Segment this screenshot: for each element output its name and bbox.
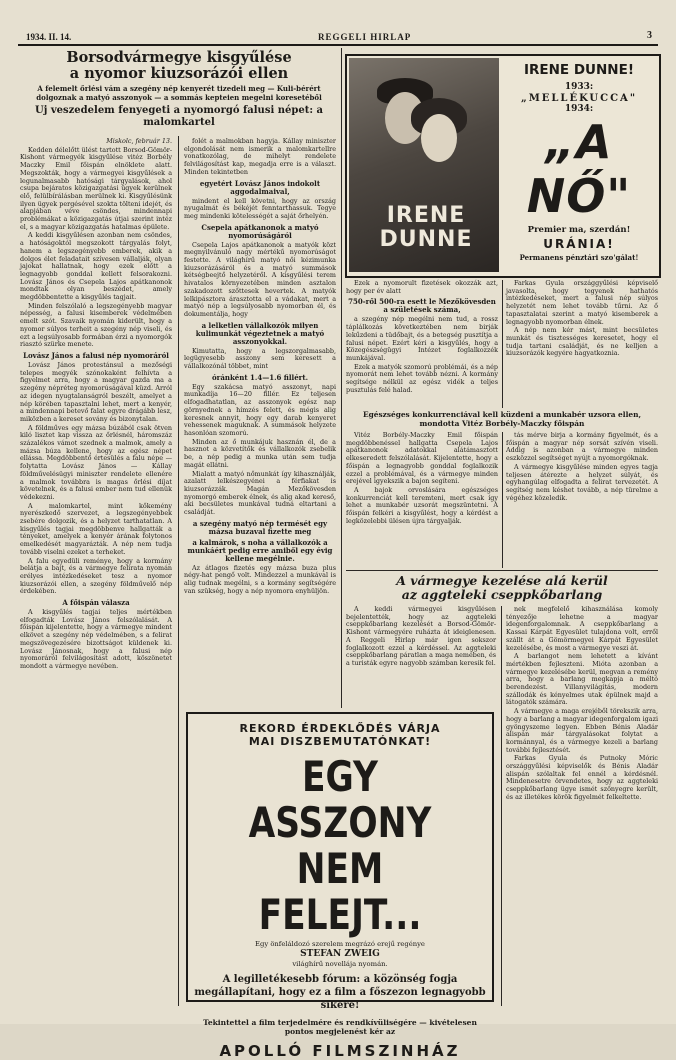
paragraph: Minden az ő munkájuk hasznán él, de a hasznot a közvetítők és vállalkozók zsebelik be, a nép pedig a munka után sem tudja magát ellátni. — [184, 437, 336, 469]
masthead-rule — [18, 44, 658, 46]
paragraph: Egy szakácsa matyó asszonyt, napi munkadíja 16—20 fillér. Ez teljesen elfogadhatatlan, az asszonyok egész nap görnyednek a hímzés felett, és mégis alig keresnek annyit, hogy egy darab kenyeret vehessenek maguknak. A summások helyzete hasonlóan szomorú. — [184, 382, 336, 437]
masthead — [18, 30, 658, 44]
column-divider — [501, 606, 502, 1006]
paragraph: folét a malmokban hagyja. Kállay miniszter elgondolását nem ismerik a malomkartellre vonatkozólag, de mihelyt rendelete felvilágosítást kap, megadja erre is a választ. Minden tekintetben — [184, 137, 336, 176]
paragraph: a szegény nép megélni nem tud, a rossz táplálkozás következtében nem birják lekűzdeni a tüdőbajt, és a betegség pusztítja a falusi népet. Ezért kéri a kisgyűlés, hogy a Közegészségügyi Intézet foglalkozzék munkájával. — [346, 315, 498, 362]
paragraph: Ezek a matyók szomorú problémái, és a nép nyomorát nem lehet tovább nézni. A kormány segítsége nélkül az egész vidék a teljes pusztulás felé halad. — [346, 362, 498, 394]
subheading: A főispán válasza — [62, 598, 130, 608]
paragraph: A falu egyedüli reménye, hogy a kormány belátja a bajt, és a vármegye felirata nyomán erélyes intézkedéseket tesz a nyomor kiuzsorázói ellen, a szegény földművelő nép érdekében. — [20, 556, 172, 596]
dateline: Miskolc, február 13. — [106, 137, 172, 145]
ad-cinema: URÁNIA! — [543, 237, 615, 251]
paragraph: Csepela Lajos apátkanonok a matyók közt megnyilvánuló nagy mértékű nyomorúságot festette. A világhírű matyó női kézimunka kiuzsorázásáról és a matyó summások kétségbeejtő helyzetéről. A kisgyűlési terem hivatalos környezetében minden asztalon szakadozott szőttesek hevertek. A matyók lelkipásztora árasztotta el a vádakat, mert a matyó nép a legsúlyosabb nyomorban él, és dokumentálja, hogy — [184, 240, 336, 318]
paragraph: Kedden délelőtt ülést tartott Borsod-Gömör-Kishont vármegyék kisgyűlése vitéz Borbély Maczky Emil főispán elnöklete alatt. Megszokták, hogy a vármegyei kisgyűlések a legunalmasabb hatósági tárgyalások, ahol csupa bejáratos közigazgatási ügyek kerülnek elő, felülbírálásban merülnek ki. Kisgyűlésünk ilyen ügyek pergésével szokta tölteni idejét, és alapjában véve csöndes, mindennapi problémákat a közigazgatás útjai szerint intéz el, s a magyar közigazgatás hatalmas épülete. — [20, 145, 172, 231]
paragraph: Ezek a nyomorult fizetések okozzák azt, hogy per év alatt — [346, 279, 498, 295]
paragraph: Minden felszólaló a legszegényebb magyar népesség, a falusi kisemberek védelmében emelt szót. Szavaik nyomán kiderült, hogy a nyomor súlyos terheit a szegény nép viseli, és ezt a legsúlyosabb formában érzi a nyomorgók riasztó szürke menete. — [20, 301, 172, 349]
paragraph: A bajok orvoslására egészséges konkurrenciát kell teremteni, mert csak így lehet a munkabér uzsorát megszüntetni. A főispán felkéri a kisgyűlést, hogy a kérdést a legközelebbi ülésen újra tárgyalják. — [346, 485, 498, 525]
paragraph: A vármegye a maga erejéből törekszik arra, hogy a barlang a magyar idegenforgalom igazi gyöngyszeme legyen. Ebben Bénis Aladár alispán már tárgyalásokat folytat a kormánnyal, és a vármegye kezeli a barlang további fejlesztését. — [506, 707, 658, 754]
cave-column-a — [346, 606, 496, 706]
paragraph: A malomkartel, mint kőkemény nyerészkedő szervezet, a legszegényebbek zsebére dolgozik, és a helyzet tarthatatlan. A kisgyűlés tagjai megdöbbenve hallgatták a tényeket, amelyek a kenyér árának folytonos emelkedését magyarázták. A nép nem tudja tovább viselni ezeket a terheket. — [20, 501, 172, 556]
subheading: Lovász János a falusi nép nyomoráról — [23, 350, 169, 360]
subheading: 750-ről 500-ra esett le Mezőkövesden a születések száma, — [348, 297, 496, 315]
ad-year-2: 1934: — [564, 104, 594, 114]
paragraph: A földműves egy mázsa búzából csak ötven kiló lisztet kap vissza az őrlésnél, háromszáz százalékos vámot szednek a malmok, amely a mázsa búza kellene, hogy az egész népet ellássa. Megdöbbentő értesülés a falu népe — folytatta Lovász János — Kállay földművelésügyi miniszter rendelete ellenére a malmok továbbra is magas őrlési díjat követelnek, és a falusi ember nem tud ellenük védekezni. — [20, 423, 172, 501]
ad-star-name: IRENE DUNNE! — [523, 62, 634, 78]
ad-teaser-1: REKORD ÉRDEKLŐDÉS VÁRJA — [239, 722, 441, 735]
ad-cinema: APOLLÓ FILMSZINHÁZ — [219, 1041, 461, 1060]
ad-source: világhírű novellája nyomán. — [292, 959, 388, 968]
right-column-a — [346, 280, 498, 406]
subheading: a lelketlen vállalkozók milyen kulimunkát végeztetnek a matyó asszonyokkal. — [195, 320, 325, 346]
article-column-2 — [184, 138, 336, 706]
headline-deck: A felemelt őrlési vám a szegény nép kenyerét tizedeli meg — Kuli-bérért dolgoznak a matyó asszonyok — a sommás kepteien megelni koresetéből — [36, 84, 322, 102]
cave-headline — [346, 574, 658, 602]
paper-name: REGGELI HIRLAP — [318, 32, 412, 42]
paragraph: A vármegye kisgyűlése minden egyes tagja teljesen átérezte a helyzet súlyát, és egyhangúlag elfogadta a felirat tervezetét. A segítség nem késhet tovább, a nép türelme a végéhez közeledik. — [506, 462, 658, 502]
paragraph: tás mérve birja a kormány figyelmét, és a főispán a magyar nép sorsát szívén viseli. Addig is azonban a vármegye minden eszközzel segítséget nyújt a nyomorgóknak. — [506, 431, 658, 463]
subheading: Csepela apátkanonok a matyó nyomorúságáról — [201, 222, 319, 240]
ad-notice: Tekintettel a film terjedelmére és rendkívüliségére — kivételesen pontos megjelenést kér az — [203, 1017, 477, 1036]
headline-line-1: Borsodvármegye kisgyűlése — [66, 49, 292, 66]
column-divider — [341, 48, 342, 708]
ad-film-title-1: EGY ASSZONY — [248, 752, 432, 847]
paragraph: Vitéz Borbély-Maczky Emil főispán megdöbbenéssel hallgatta Csepela Lajos apátkanonok adatokkal alátámasztott elkeseredett felszólalását. Kijelentette, hogy a főispán a legnagyobb gonddal foglalkozik ezzel a problémával, és a vármegye minden erejével igyekszik a bajon segíteni. — [346, 431, 498, 486]
actress-face — [421, 114, 457, 162]
issue-date: 1934. II. 14. — [26, 32, 72, 42]
section-rule — [346, 570, 658, 571]
paragraph: A keddi kisgyűlésen azonban nem csöndes, a hatóságoktól megszokott tárgyalás folyt, hanem a legszegényebb emberek, akik a dolgos élet feladatait szívesen vállalják, olyan jajokat hallatnak, hogy ezek előtt a legnagyobb gonddal kellett felsorakozni. Lovász János és Csepela Lajos apátkanonok mondtak olyan beszédet, amely megdöbbentette a kisgyűlés tagjait. — [20, 231, 172, 302]
paragraph: Kimutatta, hogy a legszorgalmasabb, legügyesebb asszony sem keresett a vállalkozónál többet, mint — [184, 346, 336, 371]
column-divider — [178, 136, 179, 1006]
paragraph: A barlangot nem lehetett a kívánt mértékben fejleszteni. Mióta azonban a vármegye kezelésébe kerül, megvan a remény arra, hogy a barlang megkapja a méltó berendezést. Villanyvilágítás, modern szállodák és kényelmes utak épülnek majd a látogatók számára. — [506, 652, 658, 707]
ad-film-title-2: NEM FELEJT... — [258, 844, 422, 939]
paragraph: A kisgyűlés tagjai teljes mértékben elfogadták Lovász János felszólalását. A főispán kijelentette, hogy a vármegye mindent elkövet a szegény nép védelmében, s a felirat megszövegezésére bizottságot küldenek ki. Lovász Jánosnak, hogy a falusi nép nyomoráról felvilágosítást adott, köszönetet mondott a vármegye nevében. — [20, 608, 172, 670]
ad-tagline: Egy önfeláldozó szerelem megrázó erejű regénye — [255, 940, 425, 948]
ad-premiere: Premier ma, szerdán! — [527, 225, 631, 235]
headline-line-3: Uj veszedelem fenyegeti a nyomorgó falusi népet: a malomkartel — [35, 105, 323, 128]
subheading: a kalmárok, s noha a vállalkozók a munkáért pedig erre amiből egy évig kellene megélnie. — [187, 537, 333, 563]
paragraph: Lovász János protestánsul a mezőségi telepes megyék szónokaként felhívta a figyelmet arra, hogy a magyar gazda ma a szegény népréteg nyomorúságával küzd. Arról az idegen nyugtalanságról beszélt, amelyet a nép körében tapasztalni lehet, mert a kenyér, a mindennapi betevő falat egyre drágább lesz, miközben a kereset sovány és bizonytalan. — [20, 360, 172, 423]
subheading: óránként 1.4—1.6 fillért. — [211, 372, 309, 382]
article-column-1 — [20, 138, 172, 1004]
paragraph: mindent el kell követni, hogy az ország nyugalmát és békéjét fenntarthassuk. Tegye meg mindenki kötelességét a saját őrhelyén. — [184, 196, 336, 220]
film-still-photo — [349, 58, 499, 272]
ad-text — [503, 62, 655, 262]
headline-line-2: a nyomor kiuzsorázói ellen — [69, 65, 289, 82]
column-divider — [502, 280, 503, 408]
cave-headline-line-2: az aggteleki cseppkőbarlang — [401, 587, 603, 602]
egy-asszony-advertisement — [186, 712, 494, 1060]
paragraph: Az átlagos fizetés egy mázsa buza plus négy-hat pengő volt. Mindezzel a munkával is alig tudnak megélni, s a kormány segítségére van szükség, hogy a nép nyomora enyhüljön. — [184, 563, 336, 595]
subheading: egyetért Lovász János indokolt aggodalmaival, — [199, 178, 321, 196]
ad-box-office: Permanens pénztári szo'gálat! — [519, 253, 639, 262]
cave-column-b — [506, 606, 658, 1006]
right-column-c — [346, 432, 498, 568]
page-number: 3 — [647, 30, 652, 41]
right-column-d — [506, 432, 658, 568]
main-headline — [20, 50, 338, 128]
ad-year-1: 1933: — [564, 82, 594, 92]
ad-author: STEFAN ZWEIG — [300, 948, 380, 959]
ad-film-2: „A NŐ" — [526, 115, 632, 223]
paragraph: Farkas Gyula és Putnoky Móric országgyűlési képviselők és Bénis Aladár alispán szólaltak fel ennél a kérdésnél. Mindenesetre örvendetes, hogy az aggteleki cseppkőbarlang ügye ismét szőnyegre került, és az illetékes körök figyelmét felkeltette. — [506, 754, 658, 801]
subheading: a szegény matyó nép termését egy mázsa buzaval fizette meg — [192, 518, 328, 536]
right-column-b — [506, 280, 658, 406]
ad-teaser-2: MAI DISZBEMUTATÓNKAT! — [248, 735, 432, 748]
paragraph: Farkas Gyula országgyűlési képviselő javasolta, hogy tegyenek hathatós intézkedéseket, mert a falusi nép súlyos helyzetét nem lehet tovább tűrni. Az ő tapasztalatai szerint a matyó kisemberek a legnagyobb nyomorban élnek. — [506, 279, 658, 326]
photo-caption: IRENE DUNNE — [379, 203, 473, 252]
paragraph: nek megfelelő kihasználása komoly tényezője lehetne a magyar idegenforgalomnak. A cseppkőbarlang a Kassai Kárpát Egyesület tulajdona volt, erről szállt át a Gömörmegyei Kárpát Egyesület kezelésébe, és most a vármegye veszi át. — [506, 605, 658, 652]
column-divider — [502, 432, 503, 568]
irene-dunne-advertisement — [345, 54, 661, 278]
hb-headline: Egészséges konkurrenciával kell küzdeni a munkabér uzsora ellen, mondotta Vitéz Borbély-Maczky főispán — [362, 410, 642, 428]
cave-headline-line-1: A vármegye kezelése alá kerül — [396, 573, 608, 588]
paragraph: Mialatt a matyó nőmunkát így kihasználják, azalatt lelkészegyénei a férfiakat is kiuzsorázzák. Magán Mezőkövesden nyomorgó emberek élnek, és alig akad kereső, aki becsületes munkával tudná eltartani a családját. — [184, 469, 336, 517]
ad-film-1: „MELLÉKUCCA" — [520, 93, 638, 104]
ad-claim: A legilletékesebb fórum: a közönség fogja megállapítani, hogy ez a film a főszezon legnagyobb sikere! — [194, 973, 486, 1011]
paragraph: A nép nem kér mást, mint becsületes munkát és tisztességes keresetet, hogy el tudja tartani családját, és ne kelljen a kiuzsorázók kegyére hagyatkoznia. — [506, 326, 658, 358]
paragraph: A keddi vármegyei kisgyűlésen bejelentették, hogy az aggteleki cseppkőbarlang kezelését a Borsod-Gömör-Kishont vármegyére ruházta át ideiglenesen. A Reggeli Hirlap már igen sokszor foglalkozott ezzel a kérdéssel. Az aggteleki cseppkőbarlang páratlan a maga nemében, és a turisták egyre nagyobb számban keresik fel. — [346, 605, 496, 667]
